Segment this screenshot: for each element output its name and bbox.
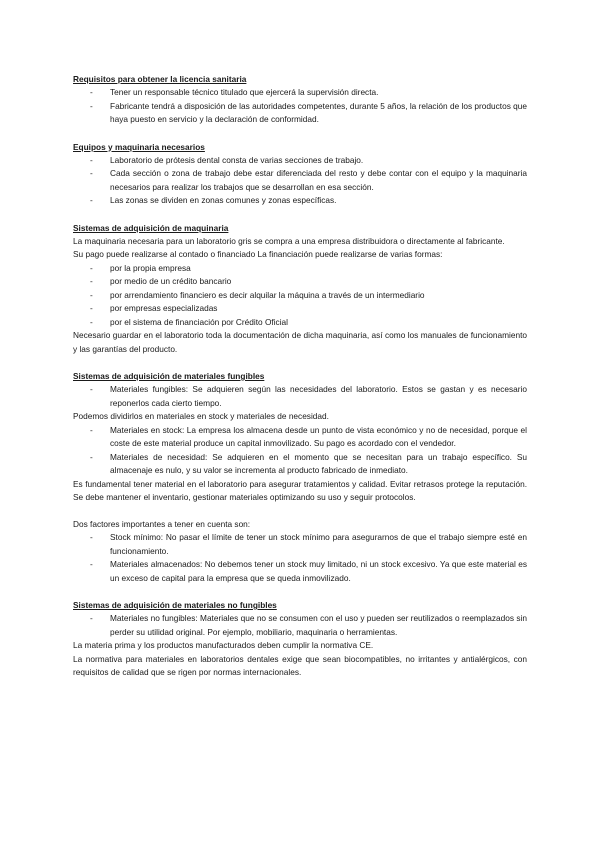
bullet-list (73, 531, 527, 585)
bullet-list (73, 86, 527, 127)
bullet-list (73, 424, 527, 478)
section (73, 73, 527, 127)
section (73, 370, 527, 585)
bullet-list (73, 383, 527, 410)
document-body (73, 73, 527, 680)
list-item: - Materiales en stock: La empresa los almacena desde un punto de vista económico y no de necesidad, porque el coste de este material produce un capital inmovilizado. Su pago es acordado con el vendedor. (73, 424, 527, 451)
list-item: - por arrendamiento financiero es decir alquilar la máquina a través de un intermediario (73, 289, 527, 303)
paragraph-spacer (73, 505, 527, 518)
section (73, 222, 527, 357)
list-item: - Las zonas se dividen en zonas comunes y zonas específicas. (73, 194, 527, 208)
section-heading: Sistemas de adquisición de materiales fungibles (73, 371, 265, 381)
paragraph: La maquinaria necesaria para un laboratorio gris se compra a una empresa distribuidora o directamente al fabricante. (73, 235, 505, 246)
section (73, 141, 527, 208)
paragraph: Es fundamental tener material en el laboratorio para asegurar tratamientos y calidad. Evitar retrasos protege la reputación. Se debe mantener el inventario, gestionar materiales optimizando su uso y seguir protocolos. (73, 478, 527, 502)
paragraph: Dos factores importantes a tener en cuenta son: (73, 518, 251, 529)
list-item: - Stock mínimo: No pasar el límite de tener un stock mínimo para asegurarnos de que el trabajo siempre esté en funcionamiento. (73, 531, 527, 558)
section-heading: Sistemas de adquisición de materiales no fungibles (73, 600, 277, 610)
paragraph: Necesario guardar en el laboratorio toda la documentación de dicha maquinaria, así como los manuales de funcionamiento y las garantías del producto. (73, 330, 527, 354)
section (73, 599, 527, 680)
section-spacer (73, 356, 527, 370)
section-spacer (73, 208, 527, 222)
paragraph: Podemos dividirlos en materiales en stock y materiales de necesidad. (73, 411, 329, 421)
section-spacer (73, 585, 527, 599)
paragraph: La materia prima y los productos manufacturados deben cumplir la normativa CE. (73, 640, 374, 650)
list-item: - Cada sección o zona de trabajo debe estar diferenciada del resto y debe contar con el equipo y la maquinaria necesarios para realizar los trabajos que se desarrollan en esa sección. (73, 167, 527, 194)
list-item: - Materiales almacenados: No debemos tener un stock muy limitado, ni un stock excesivo. Ya que este material es un exceso de capital para la empresa que se queda inmovilizado. (73, 558, 527, 585)
list-item: - Laboratorio de prótesis dental consta de varias secciones de trabajo. (73, 154, 527, 168)
bullet-list (73, 262, 527, 330)
list-item: - Materiales no fungibles: Materiales que no se consumen con el uso y pueden ser reutilizados o reemplazados sin perder su utilidad original. Por ejemplo, mobiliario, maquinaria o herramientas. (73, 612, 527, 639)
list-item: - por empresas especializadas (73, 302, 527, 316)
section-heading: Requisitos para obtener la licencia sanitaria (73, 74, 247, 84)
list-item: - por medio de un crédito bancario (73, 275, 527, 289)
bullet-list (73, 154, 527, 208)
paragraph: Su pago puede realizarse al contado o financiado La financiación puede realizarse de varias formas: (73, 249, 443, 259)
section-heading: Sistemas de adquisición de maquinaria (73, 222, 229, 233)
list-item: - Materiales fungibles: Se adquieren según las necesidades del laboratorio. Estos se gastan y es necesario reponerlos cada cierto tiempo. (73, 383, 527, 410)
list-item: - Tener un responsable técnico titulado que ejercerá la supervisión directa. (73, 86, 527, 100)
paragraph: La normativa para materiales en laboratorios dentales exige que sean biocompatibles, no irritantes y antialérgicos, con requisitos de calidad que se rigen por normas internacionales. (73, 653, 527, 677)
list-item: - Fabricante tendrá a disposición de las autoridades competentes, durante 5 años, la relación de los productos que haya puesto en servicio y la declaración de conformidad. (73, 100, 527, 127)
list-item: - por la propia empresa (73, 262, 527, 276)
bullet-list (73, 612, 527, 639)
list-item: - por el sistema de financiación por Crédito Oficial (73, 316, 527, 330)
section-spacer (73, 127, 527, 141)
section-heading: Equipos y maquinaria necesarios (73, 141, 205, 152)
list-item: - Materiales de necesidad: Se adquieren en el momento que se necesitan para un trabajo específico. Su almacenaje es nulo, y su valor se incrementa al producto fabricado de inmediato. (73, 451, 527, 478)
